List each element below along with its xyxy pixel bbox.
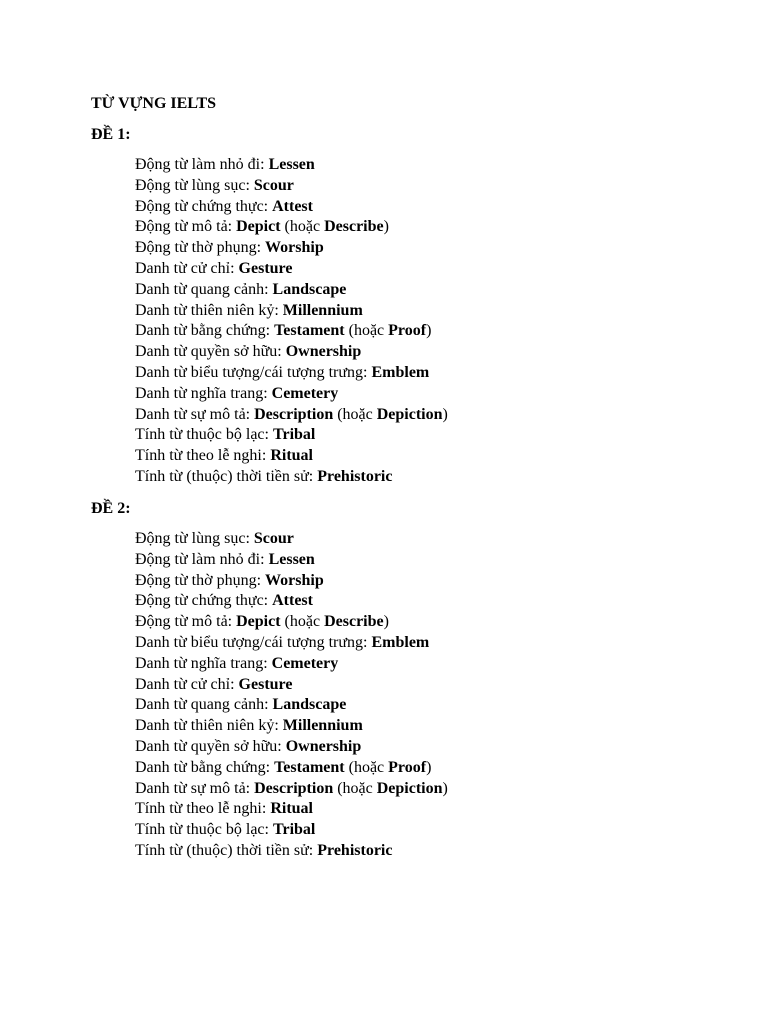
vocab-term: Worship <box>265 239 324 257</box>
vocab-term: Cemetery <box>271 654 339 672</box>
item-label: Tính từ thuộc bộ lạc: <box>135 821 273 839</box>
alt-term: Depiction <box>376 779 443 797</box>
item-label: Danh từ cử chỉ: <box>135 675 239 693</box>
vocab-term: Prehistoric <box>317 841 393 859</box>
vocab-term: Ritual <box>270 800 313 818</box>
alt-close: ) <box>383 218 389 236</box>
item-text <box>135 155 315 176</box>
vocab-term: Testament <box>274 758 345 776</box>
item-label: Danh từ thiên niên kỷ: <box>135 717 283 735</box>
item-label: Danh từ bằng chứng: <box>135 758 275 776</box>
item-label: Tính từ theo lễ nghi: <box>135 800 271 818</box>
alt-term: Depiction <box>376 405 443 423</box>
item-label: Động từ thờ phụng: <box>135 239 266 257</box>
item-label: Danh từ sự mô tả: <box>135 405 255 423</box>
vocab-term: Ritual <box>270 447 313 465</box>
vocab-term: Depict <box>236 218 281 236</box>
item-text <box>135 176 294 197</box>
alt-open: (hoặc <box>333 405 377 423</box>
vocab-term: Tribal <box>272 821 316 839</box>
item-label: Danh từ nghĩa trang: <box>135 384 272 402</box>
item-text <box>135 779 448 800</box>
item-label: Danh từ quyền sở hữu: <box>135 737 286 755</box>
item-label: Danh từ sự mô tả: <box>135 779 255 797</box>
item-label: Động từ làm nhỏ đi: <box>135 156 269 173</box>
item-label: Danh từ biểu tượng/cái tượng trưng: <box>135 363 372 381</box>
item-text <box>135 238 324 259</box>
alt-close: ) <box>442 779 448 797</box>
item-text <box>135 633 429 654</box>
item-text <box>135 446 313 467</box>
item-text <box>135 363 429 384</box>
item-text <box>135 695 346 716</box>
item-text <box>135 758 431 779</box>
item-text <box>135 550 315 571</box>
item-label: Động từ mô tả: <box>135 218 237 236</box>
vocab-term: Attest <box>272 197 313 215</box>
item-text <box>135 467 392 488</box>
item-text <box>135 259 292 280</box>
vocab-term: Millennium <box>282 717 363 735</box>
vocab-term: Worship <box>265 571 324 589</box>
vocab-term: Tribal <box>272 426 316 444</box>
alt-close: ) <box>383 613 389 631</box>
item-label: Danh từ bằng chứng: <box>135 322 275 340</box>
item-text <box>135 405 448 426</box>
vocab-term: Cemetery <box>271 384 339 402</box>
vocab-term: Landscape <box>272 696 347 714</box>
vocab-term: Gesture <box>238 675 293 693</box>
item-text <box>135 654 338 675</box>
alt-close: ) <box>442 405 448 423</box>
item-text <box>135 384 338 405</box>
item-text <box>135 280 346 301</box>
item-text <box>135 820 315 841</box>
vocab-term: Depict <box>236 613 281 631</box>
item-text <box>135 529 294 550</box>
item-label: Tính từ (thuộc) thời tiền sử: <box>135 841 318 859</box>
item-label: Danh từ quyền sở hữu: <box>135 343 286 361</box>
vocab-term: Testament <box>274 322 345 340</box>
item-label: Danh từ biểu tượng/cái tượng trưng: <box>135 633 372 651</box>
item-text <box>135 612 389 633</box>
item-text <box>135 841 392 862</box>
item-text <box>135 675 292 696</box>
vocab-term: Emblem <box>371 363 430 381</box>
item-label: Động từ lùng sục: <box>135 530 254 547</box>
alt-open: (hoặc <box>280 218 325 236</box>
item-label: Động từ làm nhỏ đi: <box>135 550 269 568</box>
item-text <box>135 217 389 238</box>
item-text <box>135 425 315 446</box>
alt-open: (hoặc <box>344 758 389 776</box>
item-label: Danh từ quang cảnh: <box>135 696 273 714</box>
vocab-term: Lessen <box>268 156 315 173</box>
vocab-term: Emblem <box>371 633 430 651</box>
alt-term: Describe <box>324 613 384 631</box>
vocab-term: Ownership <box>285 343 362 361</box>
item-text <box>135 799 313 820</box>
vocab-term: Lessen <box>268 550 315 568</box>
item-label: Tính từ (thuộc) thời tiền sử: <box>135 467 318 485</box>
alt-open: (hoặc <box>280 613 325 631</box>
alt-close: ) <box>426 758 432 776</box>
item-text <box>135 737 361 758</box>
item-text <box>135 716 363 737</box>
alt-close: ) <box>426 322 432 340</box>
vocab-term: Scour <box>253 530 294 547</box>
vocab-term: Gesture <box>238 259 293 277</box>
vocab-term: Prehistoric <box>317 467 393 485</box>
alt-open: (hoặc <box>333 779 377 797</box>
section-heading-de-1: ĐỀ 1: <box>91 126 131 143</box>
item-text <box>135 301 363 322</box>
vocab-term: Description <box>254 779 334 797</box>
item-label: Tính từ theo lễ nghi: <box>135 447 271 465</box>
section-heading-de-2: ĐỀ 2: <box>91 500 131 517</box>
item-label: Động từ mô tả: <box>135 613 237 631</box>
alt-term: Proof <box>388 322 427 340</box>
item-label: Danh từ cử chỉ: <box>135 259 239 277</box>
vocab-term: Millennium <box>282 301 363 319</box>
document-title: TỪ VỰNG IELTS <box>91 95 217 112</box>
item-label: Động từ chứng thực: <box>135 592 273 610</box>
item-label: Tính từ thuộc bộ lạc: <box>135 426 273 444</box>
vocab-term: Scour <box>253 176 294 194</box>
vocab-term: Attest <box>272 592 313 610</box>
item-text <box>135 591 313 612</box>
item-label: Động từ lùng sục: <box>135 176 254 194</box>
item-label: Động từ chứng thực: <box>135 197 273 215</box>
item-text <box>135 321 431 342</box>
item-label: Động từ thờ phụng: <box>135 571 266 589</box>
alt-open: (hoặc <box>344 322 389 340</box>
vocab-term: Landscape <box>272 280 347 298</box>
alt-term: Describe <box>324 218 384 236</box>
item-label: Danh từ thiên niên kỷ: <box>135 301 283 319</box>
item-text <box>135 342 361 363</box>
vocab-term: Description <box>254 405 334 423</box>
item-label: Danh từ quang cảnh: <box>135 280 273 298</box>
vocab-term: Ownership <box>285 737 362 755</box>
alt-term: Proof <box>388 758 427 776</box>
item-label: Danh từ nghĩa trang: <box>135 654 272 672</box>
item-text <box>135 197 313 218</box>
item-text <box>135 571 324 592</box>
